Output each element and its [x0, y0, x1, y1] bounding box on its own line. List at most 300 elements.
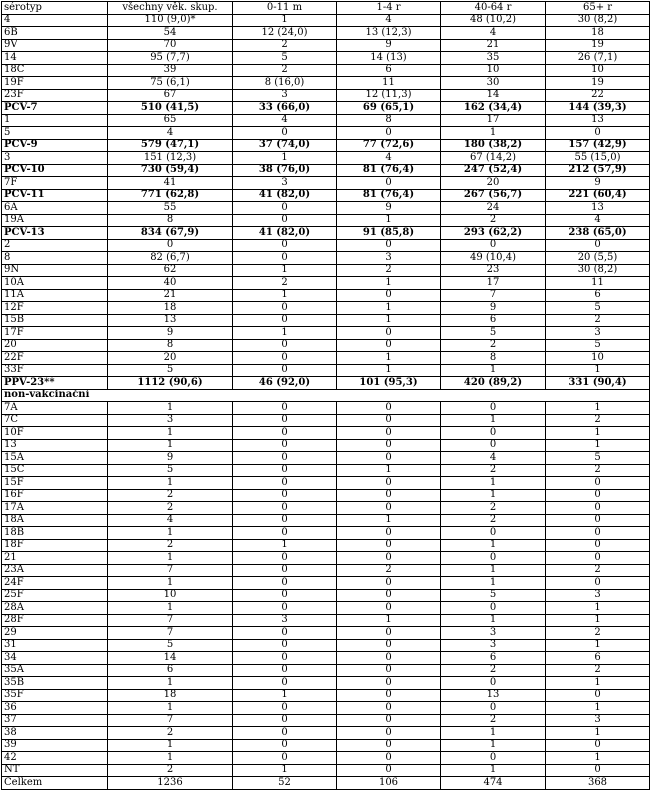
serotype-cell: 8: [2, 252, 108, 265]
age-65plus-cell: 10: [546, 352, 650, 365]
age-1-4r-cell: 0: [337, 727, 441, 740]
subtotal-row: [2, 377, 650, 390]
age-1-4r-cell: 3: [337, 252, 441, 265]
age-65plus-cell: 13: [546, 202, 650, 215]
age-65plus-cell: 1: [546, 752, 650, 765]
all-ages-cell: 70: [108, 39, 233, 52]
age-0-11m-cell: 3: [233, 89, 337, 102]
age-0-11m-cell: 0: [233, 339, 337, 352]
serotype-cell: PPV-23**: [2, 377, 108, 390]
age-65plus-cell: 0: [546, 539, 650, 552]
serotype-cell: 35F: [2, 689, 108, 702]
age-0-11m-cell: 1: [233, 14, 337, 27]
age-1-4r-cell: 12 (11,3): [337, 89, 441, 102]
all-ages-cell: 67: [108, 89, 233, 102]
age-0-11m-cell: 33 (66,0): [233, 102, 337, 115]
table-row: [2, 727, 650, 740]
age-40-64r-cell: 180 (38,2): [441, 139, 546, 152]
all-ages-cell: 14: [108, 652, 233, 665]
age-0-11m-cell: 0: [233, 427, 337, 440]
age-0-11m-cell: 37 (74,0): [233, 139, 337, 152]
table-row: [2, 127, 650, 140]
age-65plus-cell: 0: [546, 764, 650, 777]
age-65plus-cell: 157 (42,9): [546, 139, 650, 152]
age-0-11m-cell: 1: [233, 327, 337, 340]
age-65plus-cell: 331 (90,4): [546, 377, 650, 390]
age-1-4r-cell: 1: [337, 214, 441, 227]
age-65plus-cell: 1: [546, 677, 650, 690]
table-row: [2, 589, 650, 602]
age-0-11m-cell: 2: [233, 64, 337, 77]
age-1-4r-cell: 0: [337, 714, 441, 727]
age-1-4r-cell: 1: [337, 614, 441, 627]
age-1-4r-cell: 13 (12,3): [337, 27, 441, 40]
age-1-4r-cell: 0: [337, 439, 441, 452]
serotype-cell: 9N: [2, 264, 108, 277]
age-0-11m-cell: 0: [233, 414, 337, 427]
all-ages-cell: 21: [108, 289, 233, 302]
age-1-4r-cell: 0: [337, 402, 441, 415]
age-40-64r-cell: 0: [441, 402, 546, 415]
all-ages-cell: 110 (9,0)*: [108, 14, 233, 27]
table-row: [2, 714, 650, 727]
age-0-11m-cell: 0: [233, 627, 337, 640]
table-row: [2, 114, 650, 127]
age-1-4r-cell: 81 (76,4): [337, 189, 441, 202]
age-1-4r-cell: 4: [337, 152, 441, 165]
serotype-cell: 9V: [2, 39, 108, 52]
age-40-64r-cell: 0: [441, 552, 546, 565]
age-40-64r-cell: 35: [441, 52, 546, 65]
serotype-cell: 42: [2, 752, 108, 765]
age-40-64r-cell: 1: [441, 764, 546, 777]
header-all-ages: všechny věk. skup.: [108, 2, 233, 15]
age-1-4r-cell: 0: [337, 652, 441, 665]
age-65plus-cell: 368: [546, 777, 650, 790]
age-1-4r-cell: 1: [337, 464, 441, 477]
serotype-cell: 10F: [2, 427, 108, 440]
header-row: [2, 2, 650, 15]
age-0-11m-cell: 0: [233, 302, 337, 315]
age-1-4r-cell: 1: [337, 352, 441, 365]
section-label: non-vakcinační: [2, 389, 650, 402]
age-40-64r-cell: 1: [441, 127, 546, 140]
age-40-64r-cell: 3: [441, 627, 546, 640]
age-40-64r-cell: 17: [441, 277, 546, 290]
age-40-64r-cell: 6: [441, 652, 546, 665]
age-65plus-cell: 30 (8,2): [546, 14, 650, 27]
age-65plus-cell: 1: [546, 402, 650, 415]
age-40-64r-cell: 5: [441, 327, 546, 340]
subtotal-row: [2, 102, 650, 115]
serotype-cell: 37: [2, 714, 108, 727]
section-row: [2, 389, 650, 402]
serotype-cell: 19F: [2, 77, 108, 90]
age-0-11m-cell: 0: [233, 252, 337, 265]
age-1-4r-cell: 101 (95,3): [337, 377, 441, 390]
table-row: [2, 252, 650, 265]
age-65plus-cell: 5: [546, 302, 650, 315]
all-ages-cell: 579 (47,1): [108, 139, 233, 152]
serotype-cell: Celkem: [2, 777, 108, 790]
serotype-cell: 31: [2, 639, 108, 652]
table-row: [2, 239, 650, 252]
age-1-4r-cell: 0: [337, 327, 441, 340]
subtotal-row: [2, 164, 650, 177]
serotype-cell: 18B: [2, 527, 108, 540]
serotype-cell: 2: [2, 239, 108, 252]
table-row: [2, 564, 650, 577]
age-1-4r-cell: 77 (72,6): [337, 139, 441, 152]
all-ages-cell: 1: [108, 677, 233, 690]
serotype-cell: 16F: [2, 489, 108, 502]
age-1-4r-cell: 81 (76,4): [337, 164, 441, 177]
all-ages-cell: 5: [108, 364, 233, 377]
all-ages-cell: 18: [108, 689, 233, 702]
all-ages-cell: 13: [108, 314, 233, 327]
age-0-11m-cell: 8 (16,0): [233, 77, 337, 90]
age-40-64r-cell: 2: [441, 214, 546, 227]
all-ages-cell: 10: [108, 589, 233, 602]
age-1-4r-cell: 2: [337, 264, 441, 277]
age-1-4r-cell: 2: [337, 564, 441, 577]
age-40-64r-cell: 24: [441, 202, 546, 215]
table-row: [2, 752, 650, 765]
age-65plus-cell: 212 (57,9): [546, 164, 650, 177]
age-0-11m-cell: 0: [233, 352, 337, 365]
age-65plus-cell: 6: [546, 289, 650, 302]
age-1-4r-cell: 69 (65,1): [337, 102, 441, 115]
age-65plus-cell: 2: [546, 627, 650, 640]
age-40-64r-cell: 7: [441, 289, 546, 302]
table-row: [2, 39, 650, 52]
age-1-4r-cell: 11: [337, 77, 441, 90]
all-ages-cell: 3: [108, 414, 233, 427]
serotype-cell: 36: [2, 702, 108, 715]
table-row: [2, 214, 650, 227]
table-row: [2, 427, 650, 440]
age-1-4r-cell: 0: [337, 577, 441, 590]
table-row: [2, 439, 650, 452]
serotype-cell: 22F: [2, 352, 108, 365]
all-ages-cell: 55: [108, 202, 233, 215]
age-0-11m-cell: 0: [233, 364, 337, 377]
all-ages-cell: 1: [108, 402, 233, 415]
table-row: [2, 627, 650, 640]
serotype-cell: 14: [2, 52, 108, 65]
all-ages-cell: 1: [108, 702, 233, 715]
age-0-11m-cell: 0: [233, 502, 337, 515]
age-0-11m-cell: 1: [233, 289, 337, 302]
all-ages-cell: 2: [108, 539, 233, 552]
age-65plus-cell: 9: [546, 177, 650, 190]
table-row: [2, 677, 650, 690]
age-0-11m-cell: 0: [233, 402, 337, 415]
age-0-11m-cell: 0: [233, 202, 337, 215]
age-0-11m-cell: 0: [233, 314, 337, 327]
age-40-64r-cell: 9: [441, 302, 546, 315]
serotype-cell: 15B: [2, 314, 108, 327]
age-40-64r-cell: 1: [441, 614, 546, 627]
age-0-11m-cell: 0: [233, 589, 337, 602]
all-ages-cell: 1: [108, 552, 233, 565]
serotype-cell: 35A: [2, 664, 108, 677]
age-40-64r-cell: 14: [441, 89, 546, 102]
header-40-64r: 40-64 r: [441, 2, 546, 15]
table-row: [2, 702, 650, 715]
age-1-4r-cell: 9: [337, 39, 441, 52]
age-1-4r-cell: 0: [337, 752, 441, 765]
header-1-4r: 1-4 r: [337, 2, 441, 15]
serotype-cell: 17A: [2, 502, 108, 515]
serotype-cell: PCV-11: [2, 189, 108, 202]
all-ages-cell: 1112 (90,6): [108, 377, 233, 390]
age-0-11m-cell: 0: [233, 677, 337, 690]
table-row: [2, 414, 650, 427]
age-0-11m-cell: 0: [233, 714, 337, 727]
table-row: [2, 202, 650, 215]
age-65plus-cell: 55 (15,0): [546, 152, 650, 165]
age-65plus-cell: 1: [546, 602, 650, 615]
all-ages-cell: 6: [108, 664, 233, 677]
age-40-64r-cell: 5: [441, 589, 546, 602]
age-0-11m-cell: 0: [233, 127, 337, 140]
table-row: [2, 64, 650, 77]
age-65plus-cell: 0: [546, 239, 650, 252]
age-1-4r-cell: 0: [337, 452, 441, 465]
age-0-11m-cell: 52: [233, 777, 337, 790]
serotype-cell: 21: [2, 552, 108, 565]
table-row: [2, 777, 650, 790]
serotype-table: [1, 1, 650, 790]
all-ages-cell: 5: [108, 639, 233, 652]
table-row: [2, 539, 650, 552]
age-0-11m-cell: 0: [233, 452, 337, 465]
age-65plus-cell: 19: [546, 39, 650, 52]
all-ages-cell: 730 (59,4): [108, 164, 233, 177]
all-ages-cell: 1: [108, 602, 233, 615]
serotype-cell: PCV-10: [2, 164, 108, 177]
table-row: [2, 652, 650, 665]
age-0-11m-cell: 0: [233, 527, 337, 540]
age-1-4r-cell: 1: [337, 314, 441, 327]
serotype-cell: PCV-7: [2, 102, 108, 115]
serotype-cell: 23A: [2, 564, 108, 577]
age-65plus-cell: 1: [546, 614, 650, 627]
age-0-11m-cell: 38 (76,0): [233, 164, 337, 177]
table-row: [2, 402, 650, 415]
all-ages-cell: 4: [108, 127, 233, 140]
age-40-64r-cell: 1: [441, 564, 546, 577]
serotype-cell: 7A: [2, 402, 108, 415]
age-40-64r-cell: 1: [441, 364, 546, 377]
table-row: [2, 27, 650, 40]
table-row: [2, 89, 650, 102]
serotype-cell: NT: [2, 764, 108, 777]
table-row: [2, 339, 650, 352]
age-0-11m-cell: 0: [233, 702, 337, 715]
age-65plus-cell: 30 (8,2): [546, 264, 650, 277]
age-40-64r-cell: 10: [441, 64, 546, 77]
serotype-cell: 11A: [2, 289, 108, 302]
table-row: [2, 527, 650, 540]
age-40-64r-cell: 0: [441, 702, 546, 715]
table-row: [2, 464, 650, 477]
age-1-4r-cell: 0: [337, 627, 441, 640]
serotype-cell: 7F: [2, 177, 108, 190]
age-0-11m-cell: 0: [233, 577, 337, 590]
all-ages-cell: 1: [108, 477, 233, 490]
all-ages-cell: 8: [108, 339, 233, 352]
table-row: [2, 514, 650, 527]
age-40-64r-cell: 162 (34,4): [441, 102, 546, 115]
age-65plus-cell: 20 (5,5): [546, 252, 650, 265]
age-40-64r-cell: 2: [441, 464, 546, 477]
age-0-11m-cell: 0: [233, 739, 337, 752]
all-ages-cell: 834 (67,9): [108, 227, 233, 240]
age-0-11m-cell: 3: [233, 177, 337, 190]
age-40-64r-cell: 0: [441, 427, 546, 440]
age-65plus-cell: 11: [546, 277, 650, 290]
age-1-4r-cell: 0: [337, 764, 441, 777]
all-ages-cell: 1: [108, 427, 233, 440]
age-1-4r-cell: 0: [337, 689, 441, 702]
age-1-4r-cell: 0: [337, 552, 441, 565]
age-0-11m-cell: 1: [233, 152, 337, 165]
age-0-11m-cell: 3: [233, 614, 337, 627]
age-0-11m-cell: 1: [233, 264, 337, 277]
age-0-11m-cell: 0: [233, 489, 337, 502]
age-65plus-cell: 1: [546, 639, 650, 652]
serotype-cell: 19A: [2, 214, 108, 227]
age-1-4r-cell: 4: [337, 14, 441, 27]
header-serotype: sérotyp: [2, 2, 108, 15]
all-ages-cell: 7: [108, 627, 233, 640]
age-65plus-cell: 10: [546, 64, 650, 77]
age-40-64r-cell: 1: [441, 414, 546, 427]
age-40-64r-cell: 8: [441, 352, 546, 365]
age-40-64r-cell: 1: [441, 489, 546, 502]
all-ages-cell: 2: [108, 502, 233, 515]
serotype-cell: 15A: [2, 452, 108, 465]
age-40-64r-cell: 0: [441, 752, 546, 765]
age-1-4r-cell: 0: [337, 677, 441, 690]
table-row: [2, 452, 650, 465]
age-1-4r-cell: 0: [337, 639, 441, 652]
age-40-64r-cell: 48 (10,2): [441, 14, 546, 27]
all-ages-cell: 82 (6,7): [108, 252, 233, 265]
age-40-64r-cell: 2: [441, 514, 546, 527]
age-65plus-cell: 0: [546, 527, 650, 540]
age-1-4r-cell: 0: [337, 702, 441, 715]
serotype-cell: 17F: [2, 327, 108, 340]
age-40-64r-cell: 4: [441, 452, 546, 465]
table-row: [2, 77, 650, 90]
serotype-cell: 38: [2, 727, 108, 740]
age-1-4r-cell: 0: [337, 664, 441, 677]
age-0-11m-cell: 1: [233, 689, 337, 702]
age-65plus-cell: 1: [546, 427, 650, 440]
age-65plus-cell: 0: [546, 514, 650, 527]
age-0-11m-cell: 4: [233, 114, 337, 127]
table-row: [2, 52, 650, 65]
serotype-cell: 13: [2, 439, 108, 452]
age-0-11m-cell: 0: [233, 477, 337, 490]
all-ages-cell: 0: [108, 239, 233, 252]
age-65plus-cell: 1: [546, 439, 650, 452]
age-65plus-cell: 2: [546, 464, 650, 477]
all-ages-cell: 7: [108, 614, 233, 627]
age-65plus-cell: 5: [546, 452, 650, 465]
all-ages-cell: 40: [108, 277, 233, 290]
age-65plus-cell: 221 (60,4): [546, 189, 650, 202]
age-65plus-cell: 0: [546, 739, 650, 752]
age-1-4r-cell: 0: [337, 414, 441, 427]
table-row: [2, 664, 650, 677]
table-row: [2, 177, 650, 190]
all-ages-cell: 7: [108, 714, 233, 727]
age-40-64r-cell: 6: [441, 314, 546, 327]
table-row: [2, 477, 650, 490]
age-40-64r-cell: 474: [441, 777, 546, 790]
age-1-4r-cell: 1: [337, 302, 441, 315]
age-1-4r-cell: 6: [337, 64, 441, 77]
age-40-64r-cell: 67 (14,2): [441, 152, 546, 165]
age-1-4r-cell: 0: [337, 539, 441, 552]
all-ages-cell: 20: [108, 352, 233, 365]
header-65plus: 65+ r: [546, 2, 650, 15]
age-40-64r-cell: 2: [441, 714, 546, 727]
age-40-64r-cell: 247 (52,4): [441, 164, 546, 177]
age-40-64r-cell: 293 (62,2): [441, 227, 546, 240]
age-65plus-cell: 1: [546, 702, 650, 715]
age-1-4r-cell: 1: [337, 514, 441, 527]
all-ages-cell: 18: [108, 302, 233, 315]
age-0-11m-cell: 0: [233, 439, 337, 452]
serotype-cell: 20: [2, 339, 108, 352]
age-65plus-cell: 4: [546, 214, 650, 227]
age-1-4r-cell: 0: [337, 527, 441, 540]
age-65plus-cell: 238 (65,0): [546, 227, 650, 240]
table-row: [2, 14, 650, 27]
serotype-cell: 6A: [2, 202, 108, 215]
age-65plus-cell: 2: [546, 314, 650, 327]
age-40-64r-cell: 1: [441, 739, 546, 752]
age-1-4r-cell: 0: [337, 239, 441, 252]
serotype-cell: 35B: [2, 677, 108, 690]
age-65plus-cell: 0: [546, 477, 650, 490]
serotype-cell: 10A: [2, 277, 108, 290]
age-65plus-cell: 3: [546, 589, 650, 602]
serotype-cell: 12F: [2, 302, 108, 315]
age-40-64r-cell: 1: [441, 727, 546, 740]
age-40-64r-cell: 0: [441, 527, 546, 540]
all-ages-cell: 2: [108, 727, 233, 740]
table-row: [2, 489, 650, 502]
age-0-11m-cell: 0: [233, 564, 337, 577]
serotype-cell: 29: [2, 627, 108, 640]
age-1-4r-cell: 8: [337, 114, 441, 127]
age-1-4r-cell: 0: [337, 739, 441, 752]
all-ages-cell: 95 (7,7): [108, 52, 233, 65]
all-ages-cell: 771 (62,8): [108, 189, 233, 202]
age-65plus-cell: 144 (39,3): [546, 102, 650, 115]
age-65plus-cell: 18: [546, 27, 650, 40]
table-body: [2, 14, 650, 789]
table-row: [2, 764, 650, 777]
serotype-cell: 23F: [2, 89, 108, 102]
table-row: [2, 552, 650, 565]
